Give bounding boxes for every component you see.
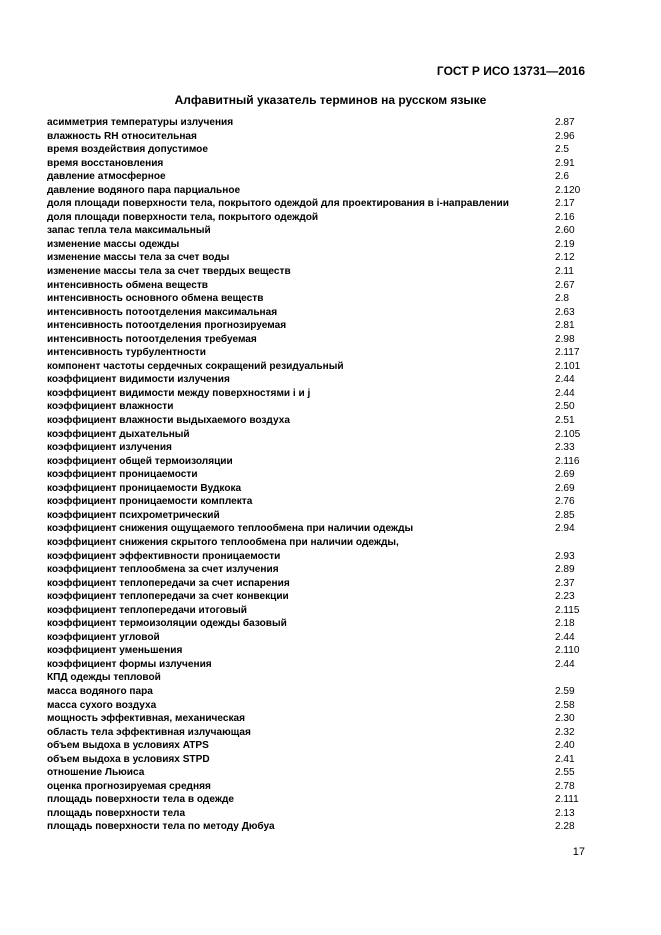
standard-header: ГОСТ Р ИСО 13731—2016 — [436, 64, 585, 78]
index-entry — [47, 753, 607, 767]
index-term: коэффициент теплопередачи за счет испарения — [47, 577, 290, 589]
index-entry — [47, 577, 607, 591]
index-entry — [47, 685, 607, 699]
index-entry — [47, 130, 607, 144]
index-entry — [47, 333, 607, 347]
index-entry — [47, 495, 607, 509]
index-clause-number: 2.32 — [555, 726, 575, 738]
index-term: коэффициент проницаемости — [47, 469, 198, 481]
index-term: коэффициент видимости между поверхностями i и j — [47, 387, 311, 399]
index-term: площадь поверхности тела в одежде — [47, 794, 234, 806]
index-clause-number: 2.6 — [555, 171, 570, 183]
index-term: коэффициент снижения скрытого теплообмена при наличии одежды, коэффициент эффективности проницаемости — [47, 536, 399, 562]
index-clause-number: 2.55 — [555, 767, 575, 779]
index-term: доля площади поверхности тела, покрытого одеждой для проектирования в i-направлении — [47, 198, 509, 210]
page-number: 17 — [572, 846, 585, 858]
index-entry — [47, 211, 607, 225]
index-term: давление атмосферное — [47, 171, 166, 183]
index-entry — [47, 820, 607, 834]
index-entry — [47, 306, 607, 320]
index-term: компонент частоты сердечных сокращений резидуальный — [47, 360, 344, 372]
index-entry — [47, 712, 607, 726]
index-term: интенсивность потоотделения прогнозируемая — [47, 320, 287, 332]
index-entry — [47, 631, 607, 645]
index-entry — [47, 441, 607, 455]
index-clause-number: 2.89 — [555, 564, 575, 576]
index-clause-number: 2.44 — [555, 387, 575, 399]
index-clause-number: 2.58 — [555, 699, 575, 711]
index-clause-number: 2.11 — [555, 266, 574, 278]
index-entry — [47, 400, 607, 414]
index-entry — [47, 739, 607, 753]
index-term: коэффициент общей термоизоляции — [47, 455, 233, 467]
index-entry — [47, 807, 607, 821]
index-term: доля площади поверхности тела, покрытого одеждой — [47, 211, 319, 223]
index-entry — [47, 699, 607, 713]
index-term: коэффициент видимости излучения — [47, 374, 230, 386]
index-entry — [47, 251, 607, 265]
index-clause-number: 2.60 — [555, 225, 575, 237]
index-term: отношение Льюиса — [47, 767, 145, 779]
index-entry — [47, 726, 607, 740]
index-clause-number: 2.30 — [555, 713, 575, 725]
index-clause-number: 2.44 — [555, 374, 575, 386]
index-clause-number: 2.120 — [555, 184, 581, 196]
index-term: коэффициент проницаемости Вудкока — [47, 482, 242, 494]
index-clause-number: 2.63 — [555, 306, 575, 318]
index-term: время воздействия допустимое — [47, 144, 208, 156]
term-index — [47, 116, 607, 834]
index-clause-number: 2.91 — [555, 157, 575, 169]
index-term: асимметрия температуры излучения — [47, 117, 234, 128]
index-term: область тела эффективная излучающая — [47, 726, 251, 738]
index-entry — [47, 184, 607, 198]
index-term: изменение массы одежды — [47, 238, 180, 250]
index-clause-number: 2.8 — [555, 293, 570, 305]
index-entry — [47, 455, 607, 469]
index-clause-number: 2.44 — [555, 631, 575, 643]
index-clause-number: 2.18 — [555, 618, 575, 630]
index-clause-number: 2.69 — [555, 482, 575, 494]
index-term: КПД одежды тепловой — [47, 672, 161, 684]
index-clause-number: 2.16 — [555, 211, 575, 223]
index-term: оценка прогнозируемая средняя — [47, 780, 211, 792]
index-term: коэффициент формы излучения — [47, 658, 212, 670]
index-term: интенсивность потоотделения максимальная — [47, 306, 278, 318]
index-clause-number: 2.115 — [555, 604, 580, 616]
index-term: интенсивность основного обмена веществ — [47, 293, 264, 305]
index-term: коэффициент влажности выдыхаемого воздуха — [47, 415, 290, 427]
index-clause-number: 2.87 — [555, 117, 575, 128]
index-clause-number: 2.76 — [555, 496, 575, 508]
index-term: коэффициент уменьшения — [47, 645, 183, 657]
index-term: объем выдоха в условиях STPD — [47, 753, 210, 765]
index-clause-number: 2.93 — [555, 550, 575, 562]
index-clause-number: 2.98 — [555, 333, 575, 345]
index-clause-number: 2.28 — [555, 821, 575, 833]
index-entry — [47, 468, 607, 482]
index-entry — [47, 617, 607, 631]
index-term: коэффициент излучения — [47, 442, 172, 454]
index-term: площадь поверхности тела — [47, 807, 186, 819]
index-clause-number: 2.116 — [555, 455, 580, 467]
index-term: время восстановления — [47, 157, 164, 169]
index-clause-number: 2.101 — [555, 360, 581, 372]
index-entry — [47, 387, 607, 401]
index-term: мощность эффективная, механическая — [47, 713, 246, 725]
index-term: интенсивность обмена веществ — [47, 279, 208, 291]
index-clause-number: 2.94 — [555, 523, 575, 535]
index-entry — [47, 224, 607, 238]
index-entry — [47, 590, 607, 604]
index-entry — [47, 265, 607, 279]
index-clause-number: 2.33 — [555, 442, 575, 454]
index-entry — [47, 197, 607, 211]
index-term: интенсивность потоотделения требуемая — [47, 333, 257, 345]
index-title: Алфавитный указатель терминов на русском языке — [174, 93, 487, 107]
index-term: запас тепла тела максимальный — [47, 225, 211, 237]
index-term: масса водяного пара — [47, 685, 153, 697]
index-clause-number: 2.111 — [555, 794, 579, 806]
index-clause-number: 2.78 — [555, 780, 575, 792]
index-entry — [47, 509, 607, 523]
index-clause-number: 2.12 — [555, 252, 575, 264]
index-clause-number: 2.13 — [555, 807, 575, 819]
index-entry — [47, 604, 607, 618]
index-clause-number: 2.51 — [555, 415, 575, 427]
index-clause-number: 2.96 — [555, 130, 575, 142]
index-entry — [47, 238, 607, 252]
index-term: интенсивность турбулентности — [47, 347, 206, 359]
index-clause-number: 2.85 — [555, 509, 575, 521]
index-entry — [47, 157, 607, 171]
index-entry — [47, 373, 607, 387]
index-entry — [47, 428, 607, 442]
index-entry — [47, 279, 607, 293]
index-entry — [47, 143, 607, 157]
index-term: объем выдоха в условиях ATPS — [47, 740, 209, 752]
index-entry — [47, 671, 607, 685]
index-entry — [47, 522, 607, 536]
index-clause-number: 2.110 — [555, 645, 580, 657]
index-clause-number: 2.105 — [555, 428, 581, 440]
index-clause-number: 2.50 — [555, 401, 575, 413]
index-term: изменение массы тела за счет твердых веществ — [47, 266, 291, 278]
index-entry — [47, 780, 607, 794]
index-clause-number: 2.117 — [555, 347, 580, 359]
index-entry — [47, 536, 607, 563]
index-entry — [47, 360, 607, 374]
index-clause-number: 2.40 — [555, 740, 575, 752]
index-term: давление водяного пара парциальное — [47, 184, 241, 196]
index-term: изменение массы тела за счет воды — [47, 252, 230, 264]
index-entry — [47, 563, 607, 577]
index-entry — [47, 292, 607, 306]
index-entry — [47, 346, 607, 360]
index-clause-number: 2.59 — [555, 685, 575, 697]
index-clause-number: 2.19 — [555, 238, 575, 250]
index-term: площадь поверхности тела по методу Дюбуа — [47, 821, 275, 833]
index-clause-number: 2.81 — [555, 320, 575, 332]
index-clause-number: 2.41 — [555, 753, 575, 765]
index-clause-number: 2.17 — [555, 198, 575, 210]
index-entry — [47, 482, 607, 496]
index-entry — [47, 116, 607, 130]
index-term: коэффициент угловой — [47, 631, 160, 643]
index-entry — [47, 658, 607, 672]
index-entry — [47, 319, 607, 333]
index-term: коэффициент влажности — [47, 401, 174, 413]
index-term: коэффициент теплообмена за счет излучения — [47, 564, 279, 576]
index-clause-number: 2.69 — [555, 469, 575, 481]
index-term: влажность RH относительная — [47, 130, 197, 142]
index-term: масса сухого воздуха — [47, 699, 157, 711]
index-term: коэффициент психрометрический — [47, 509, 220, 521]
index-term: коэффициент теплопередачи итоговый — [47, 604, 247, 616]
index-entry — [47, 644, 607, 658]
index-clause-number: 2.23 — [555, 591, 575, 603]
index-entry — [47, 793, 607, 807]
index-clause-number: 2.37 — [555, 577, 575, 589]
index-entry — [47, 414, 607, 428]
index-entry — [47, 170, 607, 184]
index-term: коэффициент дыхательный — [47, 428, 190, 440]
index-term: коэффициент проницаемости комплекта — [47, 496, 253, 508]
index-term: коэффициент теплопередачи за счет конвекции — [47, 591, 289, 603]
index-clause-number: 2.44 — [555, 658, 575, 670]
index-term: коэффициент термоизоляции одежды базовый — [47, 618, 287, 630]
index-clause-number: 2.67 — [555, 279, 575, 291]
index-clause-number: 2.5 — [555, 144, 570, 156]
index-term: коэффициент снижения ощущаемого теплообмена при наличии одежды — [47, 523, 414, 535]
index-entry — [47, 766, 607, 780]
